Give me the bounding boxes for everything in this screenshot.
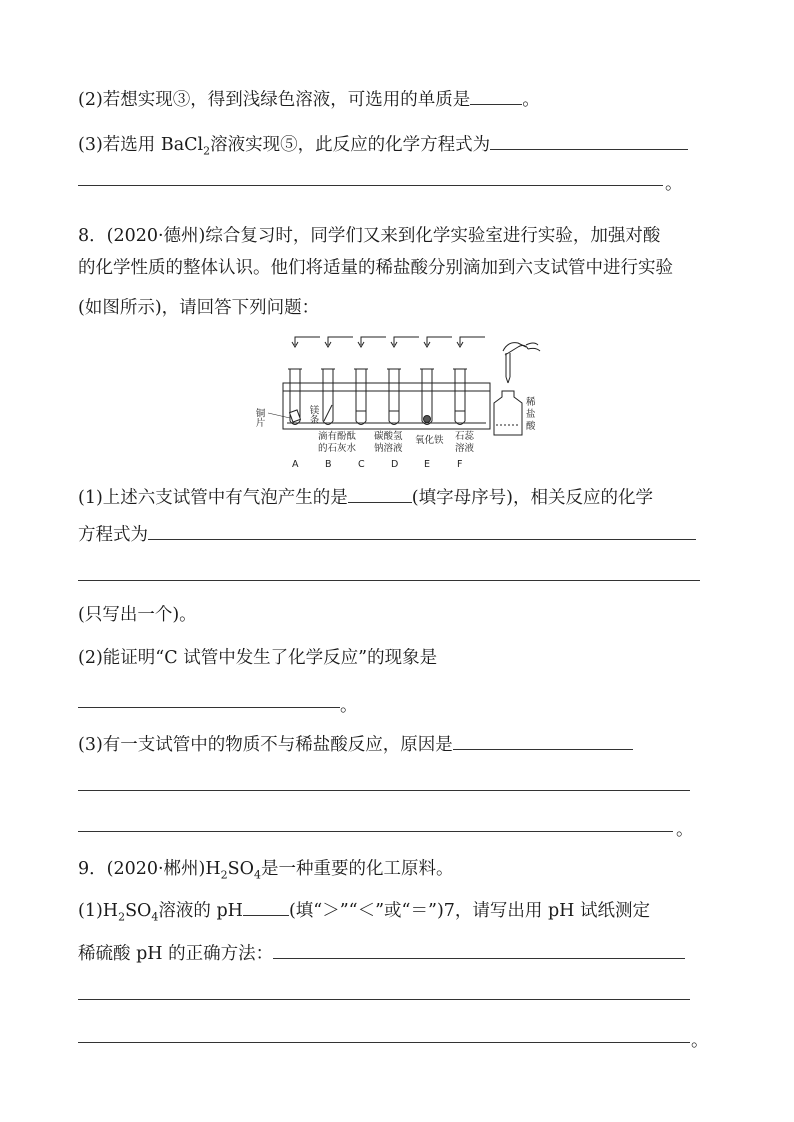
label-f-line2: 溶液 <box>455 443 475 454</box>
label-c-line2: 的石灰水 <box>318 443 357 454</box>
arrow-E <box>424 337 452 347</box>
answer-line[interactable] <box>78 185 663 186</box>
q9-part1: $(1)H_2SO_4$溶液的 pH (填“＞”“＜”或“＝”)7，请写出用 pH 试纸测定 <box>78 897 650 923</box>
q8-stem-line1: 8．(2020·德州)综合复习时，同学们又来到化学实验室进行实验，加强对酸 <box>78 226 661 246</box>
bottle-label-1: 稀 <box>526 397 536 408</box>
q8-part1-equation: 方程式为 <box>78 521 696 547</box>
q8-stem-line3: (如图所示)，请回答下列问题： <box>78 298 320 318</box>
test-tube-B <box>321 369 335 425</box>
answer-blank[interactable] <box>148 521 696 540</box>
label-d-line1: 碳酸氢 <box>374 431 403 442</box>
q7-part2: (2)若想实现③，得到浅绿色溶液，可选用的单质是 。 <box>78 86 540 112</box>
test-tube-C <box>354 369 368 425</box>
arrow-C <box>358 337 386 347</box>
answer-blank[interactable] <box>243 897 289 916</box>
answer-line[interactable] <box>78 707 340 708</box>
q8-part1: (1)上述六支试管中有气泡产生的是 (填字母序号)，相关反应的化学 <box>78 484 653 510</box>
bottle-label-2: 盐 <box>526 409 536 420</box>
arrow-B <box>325 337 353 347</box>
test-tube-D <box>387 369 401 425</box>
answer-line[interactable] <box>78 790 690 791</box>
copper-piece <box>290 410 301 422</box>
dropper <box>503 343 540 383</box>
q9-part1-method: 稀硫酸 pH 的正确方法： <box>78 940 685 966</box>
q8-stem-line2: 的化学性质的整体认识。他们将适量的稀盐酸分别滴加到六支试管中进行实验 <box>78 258 673 278</box>
label-e: 氧化铁 <box>415 435 444 446</box>
tube-letter-a: A <box>292 459 299 470</box>
tube-letter-f: F <box>457 459 463 470</box>
magnesium-ribbon <box>324 405 332 421</box>
arrow-F <box>457 337 485 347</box>
answer-blank[interactable] <box>273 940 685 959</box>
label-magnesium: 镁条 <box>307 405 319 424</box>
label-c-line1: 滴有酚酞 <box>318 431 357 442</box>
q9-stem: 9．(2020·郴州)$H_2SO_4$是一种重要的化工原料。 <box>78 859 454 882</box>
tube-letter-d: D <box>391 459 399 470</box>
q8-part3: (3)有一支试管中的物质不与稀盐酸反应，原因是 <box>78 731 633 757</box>
test-tube-F <box>453 369 467 425</box>
tube-letter-e: E <box>424 459 431 470</box>
label-d-line2: 钠溶液 <box>374 443 403 454</box>
q8-part1-note: (只写出一个)。 <box>78 605 197 625</box>
tube-letter-b: B <box>325 459 332 470</box>
answer-line[interactable] <box>78 1042 690 1043</box>
answer-line[interactable] <box>78 999 690 1000</box>
experiment-figure <box>250 333 545 473</box>
label-f-line1: 石蕊 <box>455 431 475 442</box>
acid-bottle <box>494 391 522 435</box>
answer-blank[interactable] <box>453 731 633 750</box>
bottle-label-3: 酸 <box>526 421 536 432</box>
answer-line[interactable] <box>78 831 673 832</box>
arrow-A <box>292 337 320 347</box>
answer-blank[interactable] <box>470 86 522 105</box>
label-copper: 铜片 <box>253 408 265 427</box>
answer-blank[interactable] <box>490 131 688 150</box>
q7-part3: (3)若选用 BaCl$_2$溶液实现⑤，此反应的化学方程式为 <box>78 131 688 157</box>
q8-part2: (2)能证明“C 试管中发生了化学反应”的现象是 <box>78 648 438 668</box>
iron-oxide-powder <box>424 416 431 423</box>
answer-line[interactable] <box>78 580 700 581</box>
tube-letter-c: C <box>358 459 365 470</box>
answer-blank[interactable] <box>348 484 412 503</box>
arrow-D <box>391 337 419 347</box>
